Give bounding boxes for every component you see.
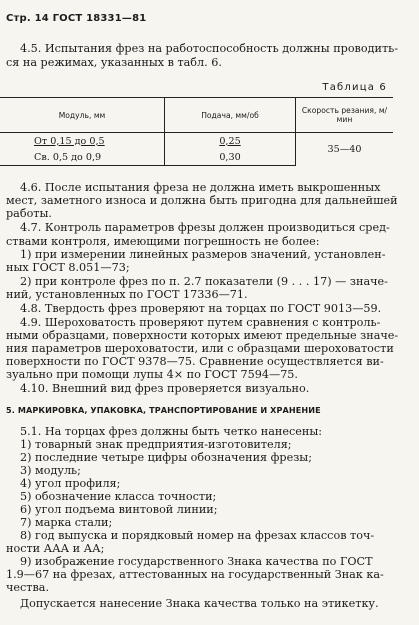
header-module: Модуль, мм bbox=[0, 98, 165, 133]
paragraph-5-1-line-7: 6) угол подъема винтовой линии; bbox=[20, 503, 218, 516]
paragraph-4-9-line-1: 4.9. Шероховатость проверяют путем сравнения с контроль- bbox=[20, 316, 381, 329]
paragraph-5-1-line-8: 7) марка стали; bbox=[20, 516, 113, 529]
paragraph-4-9-line-4: поверхности по ГОСТ 9378—75. Сравнение осуществляется ви- bbox=[6, 355, 384, 368]
paragraph-4-5-line-2: ся на режимах, указанных в табл. 6. bbox=[6, 56, 222, 69]
table-caption: Таблица 6 bbox=[322, 82, 387, 93]
paragraph-5-1-line-4: 3) модуль; bbox=[20, 464, 81, 477]
header-speed: Скорость резания, м/мин bbox=[296, 98, 394, 133]
paragraph-4-6-line-3: работы. bbox=[6, 207, 52, 220]
paragraph-4-9-line-2: ными образцами, поверхности которых имеют предельные значе- bbox=[6, 329, 399, 342]
cell-feed: 0,30 bbox=[165, 149, 296, 166]
header-feed: Подача, мм/об bbox=[165, 98, 296, 133]
paragraph-5-1-line-2: 1) товарный знак предприятия-изготовителя; bbox=[20, 438, 292, 451]
paragraph-4-8: 4.8. Твердость фрез проверяют на торцах по ГОСТ 9013—59. bbox=[20, 302, 382, 315]
table-header-row bbox=[0, 98, 393, 133]
page-header: Стр. 14 ГОСТ 18331—81 bbox=[6, 13, 147, 24]
paragraph-5-1-line-12: 1.9—67 на фрезах, аттестованных на государственный Знак ка- bbox=[6, 568, 384, 581]
paragraph-5-1-line-11: 9) изображение государственного Знака качества по ГОСТ bbox=[20, 555, 373, 568]
section-5-heading: 5. МАРКИРОВКА, УПАКОВКА, ТРАНСПОРТИРОВАНИЕ И ХРАНЕНИЕ bbox=[6, 405, 321, 415]
paragraph-4-7-line-6: ний, установленных по ГОСТ 17336—71. bbox=[6, 288, 248, 301]
table-row bbox=[0, 133, 393, 150]
paragraph-4-6-line-2: мест, заметного износа и должна быть пригодна для дальнейшей bbox=[6, 194, 398, 207]
paragraph-4-6-line-1: 4.6. После испытания фреза не должна иметь выкрошенных bbox=[20, 181, 381, 194]
paragraph-5-1-line-3: 2) последние четыре цифры обозначения фрезы; bbox=[20, 451, 312, 464]
paragraph-5-1-line-10: ности ААА и АА; bbox=[6, 542, 105, 555]
paragraph-5-1-line-5: 4) угол профиля; bbox=[20, 477, 121, 490]
paragraph-4-7-line-4: ных ГОСТ 8.051—73; bbox=[6, 261, 130, 274]
paragraph-4-7-line-3: 1) при измерении линейных размеров значений, установлен- bbox=[20, 248, 386, 261]
paragraph-5-1-line-6: 5) обозначение класса точности; bbox=[20, 490, 217, 503]
cell-feed bbox=[165, 133, 296, 150]
paragraph-4-9-line-5: зуально при помощи лупы 4× по ГОСТ 7594—75. bbox=[6, 368, 298, 381]
cell-module: Св. 0,5 до 0,9 bbox=[0, 149, 165, 166]
paragraph-5-1-line-1: 5.1. На торцах фрез должны быть четко нанесены: bbox=[20, 425, 323, 438]
paragraph-5-1-line-9: 8) год выпуска и порядковый номер на фрезах классов точ- bbox=[20, 529, 375, 542]
paragraph-4-7-line-2: ствами контроля, имеющими погрешность не более: bbox=[6, 235, 320, 248]
paragraph-4-9-line-3: ния параметров шероховатости, или с образцами шероховатости bbox=[6, 342, 394, 355]
cell-speed: 35—40 bbox=[296, 133, 394, 166]
cell-module bbox=[0, 133, 165, 150]
paragraph-5-1-line-13: чества. bbox=[6, 581, 49, 594]
paragraph-5-1-note: Допускается нанесение Знака качества только на этикетку. bbox=[20, 597, 379, 610]
cell-module-text: От 0,15 до 0,5 bbox=[34, 135, 105, 147]
paragraph-4-7-line-1: 4.7. Контроль параметров фрезы должен производиться сред- bbox=[20, 221, 390, 234]
table-6 bbox=[0, 97, 393, 166]
paragraph-4-5-line-1: 4.5. Испытания фрез на работоспособность должны проводить- bbox=[20, 42, 398, 55]
cell-feed-text: 0,25 bbox=[219, 135, 241, 147]
paragraph-4-7-line-5: 2) при контроле фрез по п. 2.7 показатели (9 . . . 17) — значе- bbox=[20, 275, 388, 288]
paragraph-4-10: 4.10. Внешний вид фрез проверяется визуально. bbox=[20, 382, 310, 395]
